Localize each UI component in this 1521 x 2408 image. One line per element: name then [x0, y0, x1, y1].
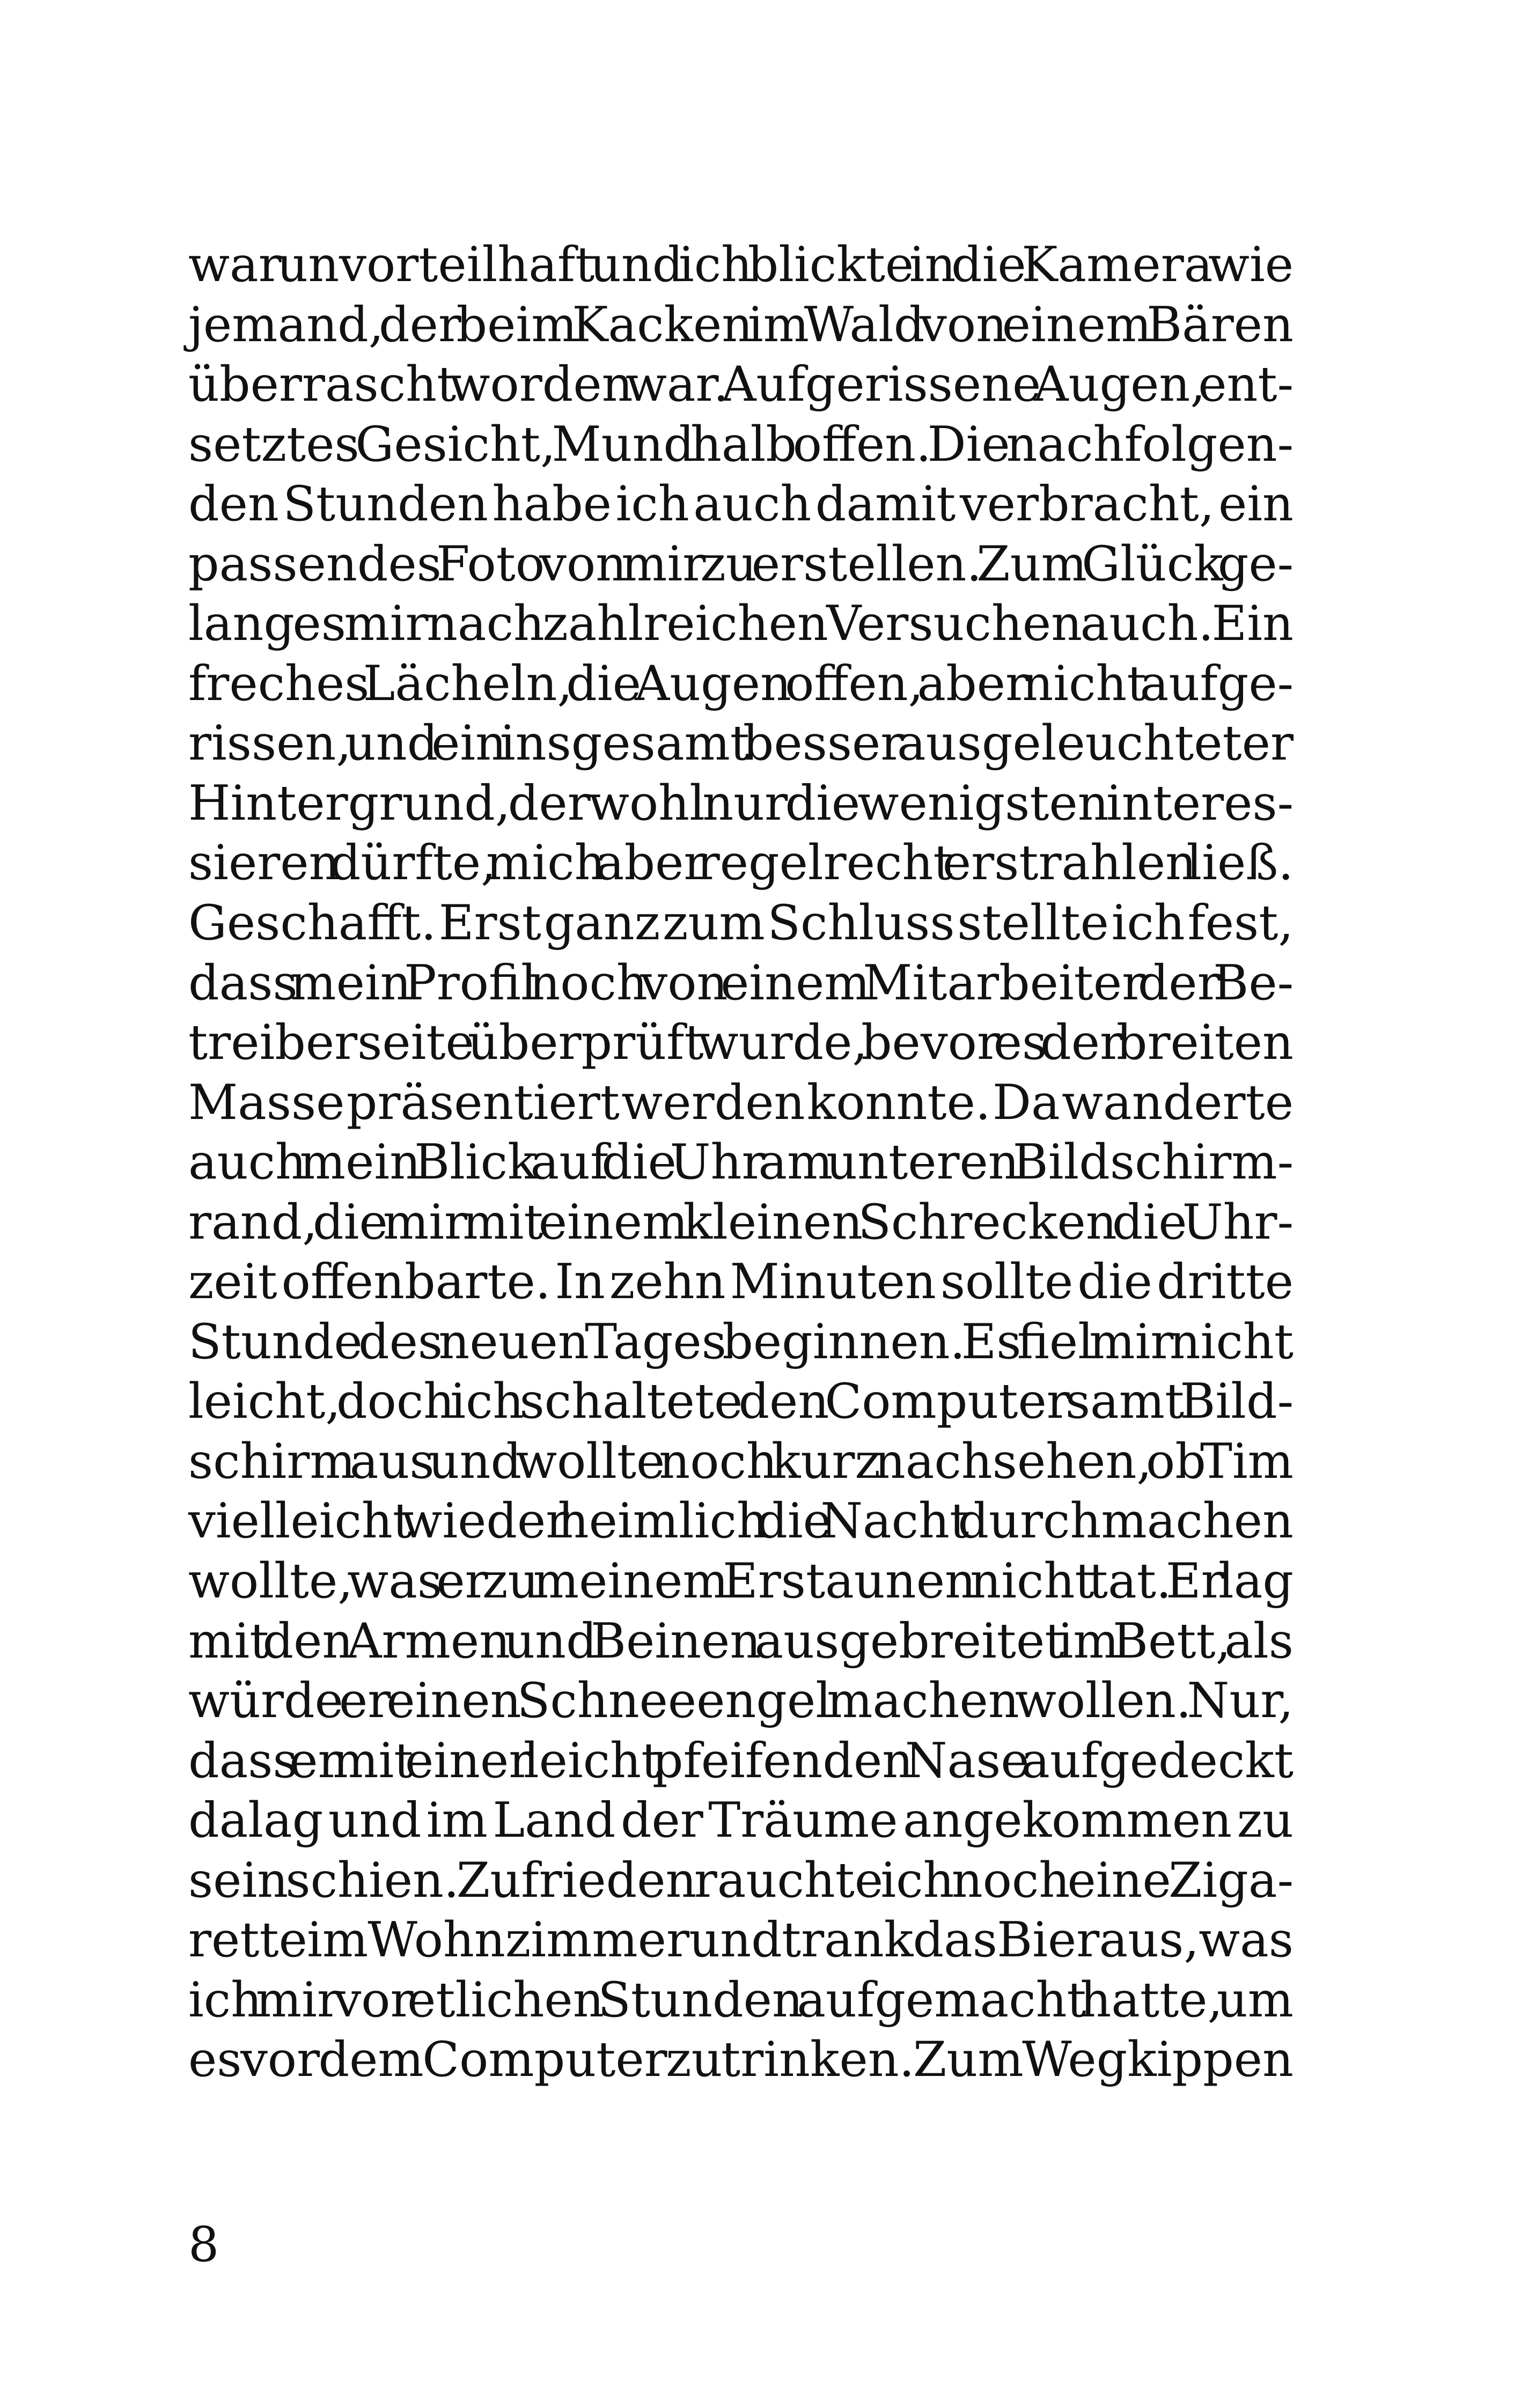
text-line: war unvorteilhaft und ich blickte in die Kamera wie — [188, 237, 1294, 293]
text-line: vielleicht wieder heimlich die Nacht durchmachen — [188, 1493, 1294, 1550]
text-line: überrascht worden war. Aufgerissene Augen, ent- — [188, 356, 1294, 413]
text-line: wollte, was er zu meinem Erstaunen nicht tat. Er lag — [188, 1553, 1294, 1610]
text-line: ich mir vor etlichen Stunden aufgemacht hatte, um — [188, 1971, 1294, 2028]
text-line: Hintergrund, der wohl nur die wenigsten interes- — [188, 775, 1294, 831]
text-line: würde er einen Schneeengel machen wollen. Nur, — [188, 1673, 1294, 1729]
text-line: schirm aus und wollte noch kurz nachsehen, ob Tim — [188, 1433, 1294, 1490]
text-line: Stunde des neuen Tages beginnen. Es fiel mir nicht — [188, 1313, 1294, 1370]
text-line: den Stunden habe ich auch damit verbracht, ein — [188, 476, 1294, 533]
text-line: setztes Gesicht, Mund halb offen. Die nachfolgen- — [188, 416, 1294, 473]
text-line: jemand, der beim Kacken im Wald von einem Bären — [188, 296, 1294, 353]
text-line: rissen, und ein insgesamt besser ausgeleuchteter — [188, 715, 1294, 772]
text-line: Geschafft. Erst ganz zum Schluss stellte ich fest, — [188, 895, 1294, 952]
text-line: Masse präsentiert werden konnte. Da wanderte — [188, 1074, 1294, 1131]
text-line: auch mein Blick auf die Uhr am unteren Bildschirm- — [188, 1134, 1294, 1191]
text-line: freches Lächeln, die Augen offen, aber nicht aufge- — [188, 655, 1294, 712]
body-text — [188, 235, 1294, 2090]
text-line: rand, die mir mit einem kleinen Schrecken die Uhr- — [188, 1194, 1294, 1250]
text-line: zeit offenbarte. In zehn Minuten sollte die dritte — [188, 1254, 1294, 1310]
text-line: passendes Foto von mir zu erstellen. Zum Glück ge- — [188, 535, 1294, 592]
text-line: rette im Wohnzimmer und trank das Bier aus, was — [188, 1912, 1294, 1969]
text-line: es vor dem Computer zu trinken. Zum Wegkippen — [188, 2031, 1294, 2088]
text-line: mit den Armen und Beinen ausgebreitet im Bett, als — [188, 1612, 1294, 1669]
text-line: dass mein Profil noch von einem Mitarbeiter der Be- — [188, 954, 1294, 1011]
text-line: dass er mit einer leicht pfeifenden Nase aufgedeckt — [188, 1732, 1294, 1789]
text-line: sieren dürfte, mich aber regelrecht erstrahlen ließ. — [188, 835, 1294, 892]
page-number: 8 — [188, 2216, 219, 2273]
text-line: treiberseite überprüft wurde, bevor es der breiten — [188, 1014, 1294, 1071]
text-line: sein schien. Zufrieden rauchte ich noch eine Ziga- — [188, 1852, 1294, 1909]
text-line: dalag und im Land der Träume angekommen zu — [188, 1792, 1294, 1849]
text-line: lang es mir nach zahlreichen Versuchen auch. Ein — [188, 595, 1294, 652]
text-line: leicht, doch ich schaltete den Computer samt Bild- — [188, 1373, 1294, 1430]
